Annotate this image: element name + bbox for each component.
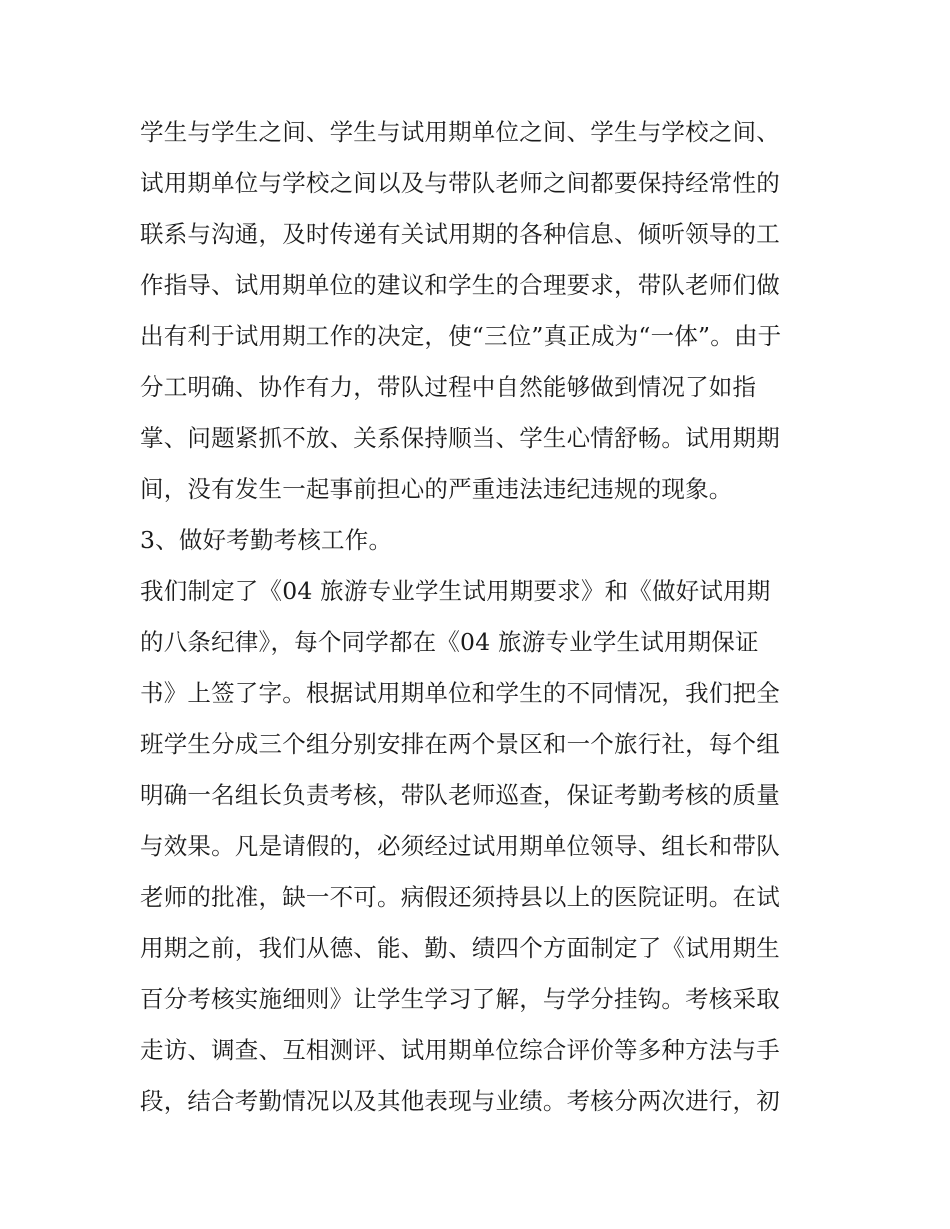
text-line: 走访、调查、互相测评、试用期单位综合评价等多种方法与手	[140, 1036, 780, 1064]
text-line: 联系与沟通，及时传递有关试用期的各种信息、倾听领导的工	[140, 220, 780, 248]
text-line: 掌、问题紧抓不放、关系保持顺当、学生心情舒畅。试用期期	[140, 424, 780, 452]
text-line: 老师的批准，缺一不可。病假还须持县以上的医院证明。在试	[140, 883, 780, 911]
text-line: 试用期单位与学校之间以及与带队老师之间都要保持经常性的	[140, 169, 780, 197]
text-line: 间，没有发生一起事前担心的严重违法违纪违规的现象。	[140, 475, 733, 503]
text-line: 百分考核实施细则》让学生学习了解，与学分挂钩。考核采取	[140, 985, 780, 1013]
text-line: 明确一名组长负责考核，带队老师巡查，保证考勤考核的质量	[140, 781, 780, 809]
text-line: 班学生分成三个组分别安排在两个景区和一个旅行社，每个组	[140, 730, 780, 758]
text-line: 与效果。凡是请假的，必须经过试用期单位领导、组长和带队	[140, 832, 780, 860]
text-line: 段，结合考勤情况以及其他表现与业绩。考核分两次进行，初	[140, 1087, 780, 1115]
text-line: 学生与学生之间、学生与试用期单位之间、学生与学校之间、	[140, 118, 780, 146]
text-line: 的八条纪律》，每个同学都在《04 旅游专业学生试用期保证	[140, 628, 759, 656]
section-heading: 3、做好考勤考核工作。	[140, 526, 393, 554]
text-line: 用期之前，我们从德、能、勤、绩四个方面制定了《试用期生	[140, 934, 780, 962]
text-line: 作指导、试用期单位的建议和学生的合理要求，带队老师们做	[140, 271, 780, 299]
body-text	[140, 107, 812, 1127]
text-line: 我们制定了《04 旅游专业学生试用期要求》和《做好试用期	[140, 577, 771, 605]
text-line: 分工明确、协作有力，带队过程中自然能够做到情况了如指	[140, 373, 757, 401]
text-line: 书》上签了字。根据试用期单位和学生的不同情况，我们把全	[140, 679, 780, 707]
text-line: 出有利于试用期工作的决定，使“三位”真正成为“一体”。由于	[140, 322, 782, 350]
